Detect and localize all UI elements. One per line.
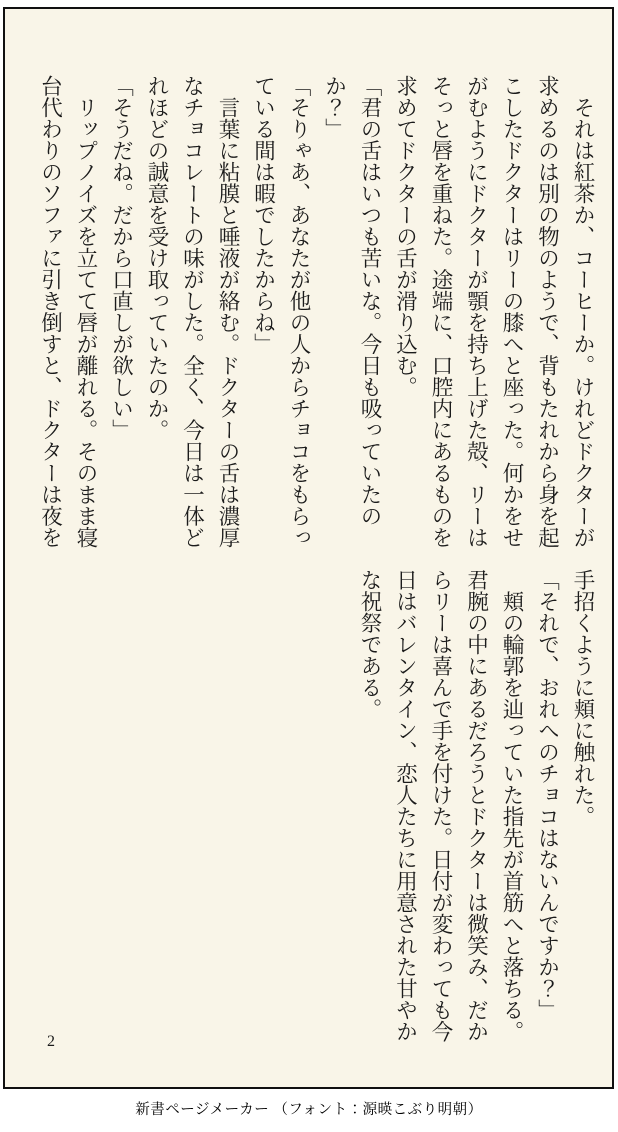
upper-text-block (32, 75, 600, 557)
footer-caption: 新書ページメーカー （フォント：源暎こぶり明朝） (135, 1102, 483, 1118)
text-line: か？」 (322, 75, 347, 140)
text-line: なチョコレートの味がした。全く、今日は一体ど (180, 75, 205, 548)
book-page (3, 7, 614, 1089)
text-line: ている間は暇でしたからね」 (251, 75, 276, 355)
text-line: こしたドクターはリーの膝へと座った。何かをせ (500, 75, 524, 548)
text-line: それは紅茶か、コーヒーか。けれどドクターが (571, 75, 595, 548)
text-line: 「君の舌はいつも苦いな。今日も吸っていたの (358, 75, 382, 527)
text-line: 台代わりのソファに引き倒すと、ドクターは夜を (38, 75, 63, 548)
text-line: 「そうだね。だから口直しが欲しい」 (109, 75, 134, 441)
text-line: 君腕の中にあるだろうとドクターは微笑み、だか (464, 569, 489, 1042)
text-line: れほどの誠意を受け取っていたのか。 (145, 75, 169, 441)
text-line: がむようにドクターが顎を持ち上げた殻、リーは (464, 75, 489, 548)
text-line: な祝祭である。 (358, 569, 382, 720)
lower-text-block (352, 569, 601, 1051)
text-line: 日はバレンタイン、恋人たちに用意された甘やか (393, 569, 418, 1042)
text-line: 求めるのは別の物のようで、背もたれから身を起 (535, 75, 560, 548)
page-number: 2 (47, 1033, 55, 1050)
text-line: 「そりゃあ、あなたが他の人からチョコをもらっ (287, 75, 311, 548)
text-line: 求めてドクターの舌が滑り込む。 (393, 75, 418, 398)
text-line: 言葉に粘膜と唾液が絡む。ドクターの舌は濃厚 (216, 75, 240, 548)
text-line: 手招くように頬に触れた。 (571, 569, 595, 827)
text-line: そっと唇を重ねた。途端に、口腔内にあるものを (429, 75, 453, 548)
text-line: 頬の輪郭を辿っていた指先が首筋へと落ちる。 (500, 569, 524, 1042)
text-line: 「それで、おれへのチョコはないんですか？」 (535, 569, 560, 1021)
text-line: リップノイズを立てて唇が離れる。そのまま寝 (74, 75, 98, 548)
text-line: らリーは喜んで手を付けた。日付が変わっても今 (429, 569, 453, 1042)
